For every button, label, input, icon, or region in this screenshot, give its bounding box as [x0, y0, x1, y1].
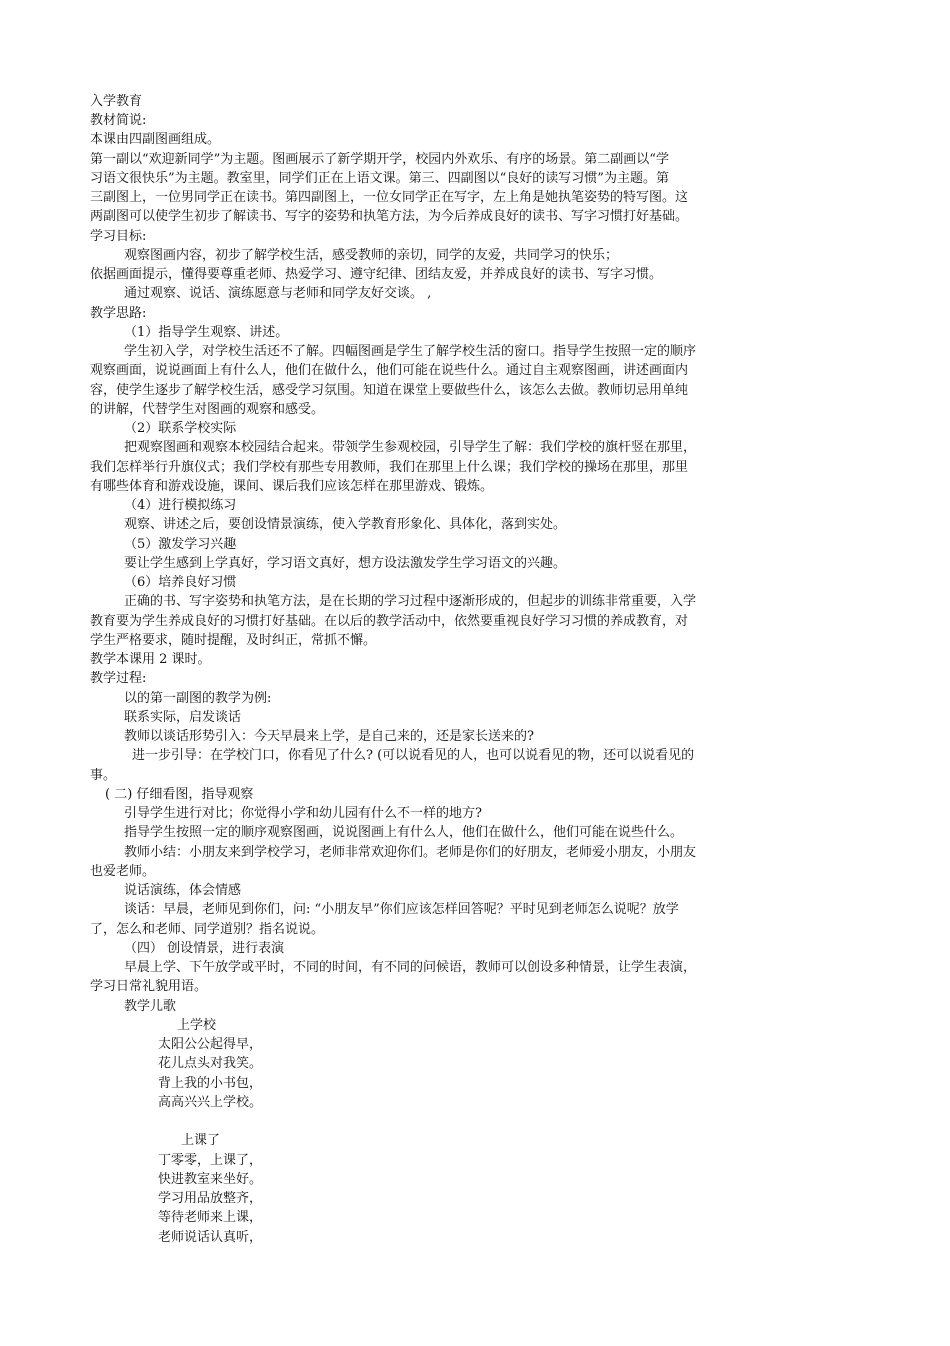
subheading: 联系实际，启发谈话 — [124, 710, 242, 725]
subheading: （1）指导学生观察、讲述。 — [124, 325, 289, 340]
poem-line: 快进教室来坐好。 — [158, 1172, 263, 1187]
text-line: 三副图上，一位男同学正在读书。第四副图上，一位女同学正在写字，左上角是她执笔姿势的特写图。这 — [90, 190, 689, 205]
subheading: ( 二) 仔细看图，指导观察 — [105, 787, 254, 802]
text-line: 教育要为学生养成良好的习惯打好基础。在以后的教学活动中，依然要重视良好学习习惯的养成教育，对 — [90, 614, 689, 629]
text-line: 以的第一副图的教学为例: — [124, 691, 272, 706]
text-line: 了，怎么和老师、同学道别？指名说说。 — [90, 922, 325, 937]
text-line: 谈话：早晨，老师见到你们，问: “小朋友早”你们应该怎样回答呢？平时见到老师怎么说呢？放学 — [124, 902, 679, 917]
text-line: 进一步引导：在学校门口，你看见了什么? (可以说看见的人，也可以说看见的物，还可以说看见的 — [132, 748, 695, 763]
poem-line: 等待老师来上课， — [158, 1210, 263, 1225]
text-line: 通过观察、说话、演练愿意与老师和同学友好交谈。 , — [124, 286, 432, 301]
section-heading: 教材简说: — [90, 113, 147, 128]
text-line: 两副图可以使学生初步了解读书、写字的姿势和执笔方法，为今后养成良好的读书、写字习惯打好基础。 — [90, 209, 689, 224]
text-line: 学生严格要求，随时提醒，及时纠正，常抓不懈。 — [90, 633, 377, 648]
text-line: 把观察图画和观察本校园结合起来。带领学生参观校园，引导学生了解：我们学校的旗杆竖在那里， — [124, 440, 697, 455]
text-line: 观察图画内容，初步了解学校生活，感受教师的亲切，同学的友爱，共同学习的快乐； — [124, 248, 619, 263]
subheading: 说话演练，体会情感 — [124, 883, 242, 898]
text-line: 我们怎样举行升旗仪式；我们学校有那些专用教师，我们在那里上什么课；我们学校的操场在那里，那里 — [90, 460, 689, 475]
text-line: 事。 — [90, 768, 117, 783]
poem-line: 老师说话认真听， — [158, 1230, 263, 1245]
text-line: 也爱老师。 — [90, 864, 156, 879]
doc-title: 入学教育 — [90, 94, 143, 109]
text-line: 指导学生按照一定的顺序观察图画，说说图画上有什么人，他们在做什么，他们可能在说些什么。 — [124, 825, 684, 840]
text-line: 本课由四副图画组成。 — [90, 132, 221, 147]
subheading: 教学儿歌 — [124, 999, 177, 1014]
text-line: 第一副以“欢迎新同学”为主题。图画展示了新学期开学，校园内外欢乐、有序的场景。第二副画以“学 — [90, 152, 669, 167]
text-line: 教学本课用 2 课时。 — [90, 652, 211, 667]
subheading: （6）培养良好习惯 — [124, 575, 237, 590]
text-line: 正确的书、写字姿势和执笔方法，是在长期的学习过程中逐渐形成的，但起步的训练非常重要，入学 — [124, 594, 697, 609]
subheading: （4）进行模拟练习 — [124, 498, 237, 513]
section-heading: 教学思路: — [90, 306, 147, 321]
text-line: 的讲解，代替学生对图画的观察和感受。 — [90, 402, 325, 417]
subheading: （5）激发学习兴趣 — [124, 537, 237, 552]
poem-line: 高高兴兴上学校。 — [158, 1095, 263, 1110]
text-line: 早晨上学、下午放学或平时，不同的时间，有不同的问候语，教师可以创设多种情景，让学生表演， — [124, 960, 697, 975]
subheading: （四） 创设情景，进行表演 — [124, 941, 285, 956]
poem-line: 太阳公公起得早， — [158, 1037, 263, 1052]
subheading: （2）联系学校实际 — [124, 421, 237, 436]
text-line: 依据画面提示，懂得要尊重老师、热爱学习、遵守纪律、团结友爱，并养成良好的读书、写字习惯。 — [90, 267, 663, 282]
poem-line: 背上我的小书包， — [158, 1076, 263, 1091]
section-heading: 学习目标: — [90, 229, 147, 244]
text-line: 教师小结：小朋友来到学校学习，老师非常欢迎你们。老师是你们的好朋友，老师爱小朋友，小朋友 — [124, 845, 697, 860]
text-line: 容，使学生逐步了解学校生活，感受学习氛围。知道在课堂上要做些什么，该怎么去做。教师切忌用单纯 — [90, 383, 689, 398]
text-line: 学习日常礼貌用语。 — [90, 979, 208, 994]
text-line: 学生初入学，对学校生活还不了解。四幅图画是学生了解学校生活的窗口。指导学生按照一定的顺序 — [124, 344, 697, 359]
text-line: 有哪些体育和游戏设施，课间、课后我们应该怎样在那里游戏、锻炼。 — [90, 479, 494, 494]
poem-title: 上学校 — [177, 1018, 217, 1033]
text-line: 观察画面，说说画面上有什么人，他们在做什么，他们可能在说些什么。通过自主观察图画，讲述画面内 — [90, 363, 689, 378]
text-line: 观察、讲述之后，要创设情景演练，使入学教育形象化、具体化，落到实处。 — [124, 517, 567, 532]
text-line: 习语文很快乐”为主题。教室里，同学们正在上语文课。第三、四副图以“良好的读写习惯”为主题。第 — [90, 171, 669, 186]
poem-line: 花儿点头对我笑。 — [158, 1056, 263, 1071]
text-line: 要让学生感到上学真好，学习语文真好，想方设法激发学生学习语文的兴趣。 — [124, 556, 567, 571]
poem-line: 丁零零，上课了， — [158, 1153, 263, 1168]
text-line: 引导学生进行对比；你觉得小学和幼儿园有什么不一样的地方? — [124, 806, 482, 821]
poem-line: 学习用品放整齐， — [158, 1191, 263, 1206]
text-line: 教师以谈话形势引入：今天早晨来上学，是自己来的，还是家长送来的? — [124, 729, 534, 744]
poem-title: 上课了 — [181, 1133, 221, 1148]
section-heading: 教学过程: — [90, 671, 147, 686]
